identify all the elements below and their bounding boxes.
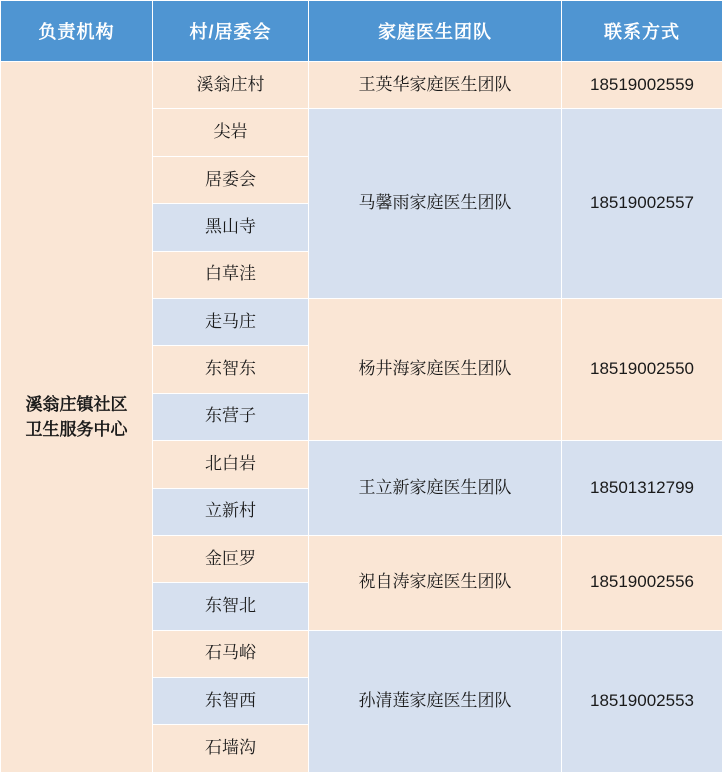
team-cell: 杨井海家庭医生团队 [309,298,562,440]
column-header-organization: 负责机构 [1,1,153,62]
village-cell: 北白岩 [153,441,309,488]
team-cell: 王英华家庭医生团队 [309,62,562,109]
column-header-village: 村/居委会 [153,1,309,62]
column-header-phone: 联系方式 [562,1,722,62]
table-header [1,1,722,62]
village-cell: 东智西 [153,678,309,725]
village-cell: 走马庄 [153,298,309,345]
team-cell: 马馨雨家庭医生团队 [309,109,562,299]
phone-cell: 18519002553 [562,630,722,772]
village-cell: 白草洼 [153,251,309,298]
team-cell: 祝自涛家庭医生团队 [309,535,562,630]
phone-cell: 18519002550 [562,298,722,440]
organization-cell [1,62,153,773]
village-cell: 石马峪 [153,630,309,677]
organization-line-1: 溪翁庄镇社区 [25,394,128,414]
village-cell: 石墙沟 [153,725,309,773]
table-row [1,62,722,109]
organization-line-2: 卫生服务中心 [25,420,128,439]
team-cell: 孙清莲家庭医生团队 [309,630,562,772]
village-cell: 东智东 [153,346,309,393]
phone-cell: 18519002556 [562,535,722,630]
village-cell: 尖岩 [153,109,309,156]
table-header-row [1,1,722,62]
village-cell: 东营子 [153,393,309,440]
village-cell: 金叵罗 [153,535,309,582]
phone-cell: 18501312799 [562,441,722,536]
column-header-team: 家庭医生团队 [309,1,562,62]
table-body [1,62,722,773]
village-cell: 立新村 [153,488,309,535]
village-cell: 黑山寺 [153,204,309,251]
team-cell: 王立新家庭医生团队 [309,441,562,536]
phone-cell: 18519002557 [562,109,722,299]
phone-cell: 18519002559 [562,62,722,109]
village-cell: 东智北 [153,583,309,630]
village-cell: 溪翁庄村 [153,62,309,109]
village-cell: 居委会 [153,156,309,203]
